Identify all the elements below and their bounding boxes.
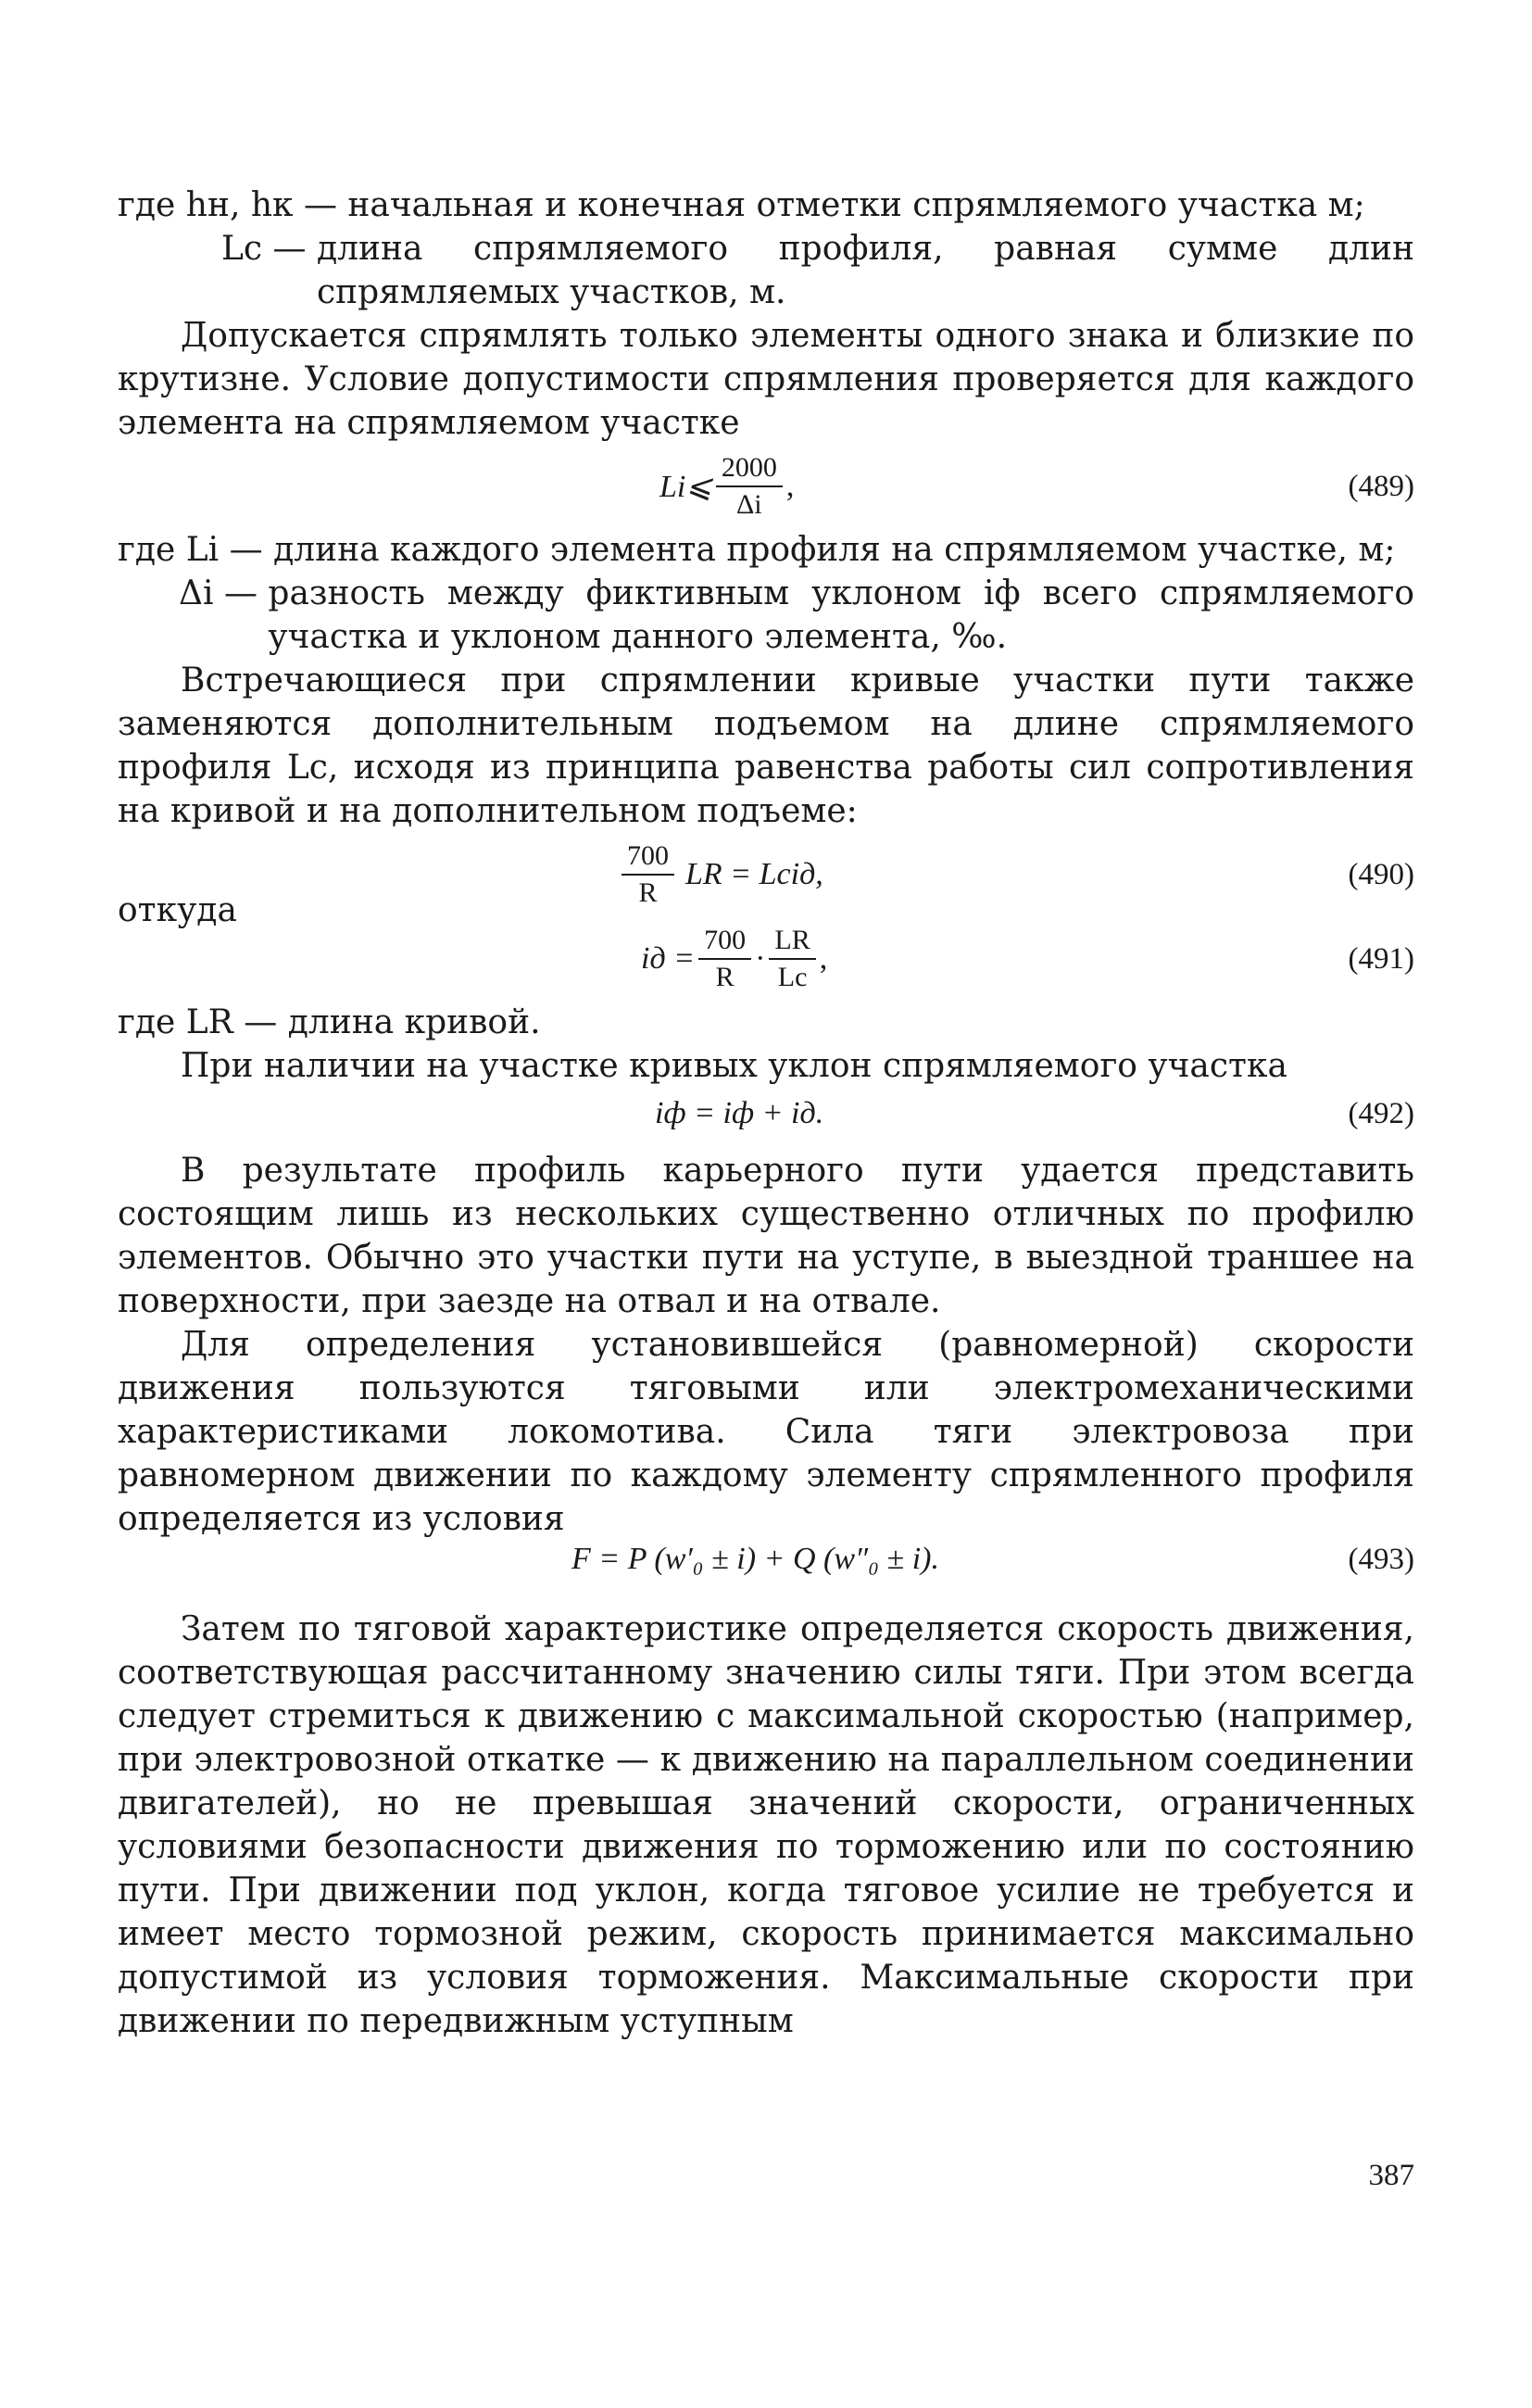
denominator: Δi	[736, 489, 762, 520]
definition-term: где hн, hк —	[118, 186, 348, 224]
definition-lc	[118, 227, 1414, 314]
equation-number: (491)	[1348, 941, 1414, 976]
paragraph-rectification-rule: Допускается спрямлять только элементы одного знака и близкие по крутизне. Условие допустимости спрямления проверяется для каждого элемента на спрямляемом участке	[118, 317, 1414, 442]
definition-term: где LR —	[118, 1003, 288, 1041]
definition-text: разность между фиктивным уклоном iф всего спрямляемого участка и уклоном данного элемента, ‰.	[268, 574, 1414, 656]
page-body	[118, 183, 1414, 2043]
equation-number: (493)	[1348, 1542, 1414, 1576]
equation-body	[641, 917, 827, 1001]
definition-term: где Li —	[118, 531, 274, 569]
equation-body	[571, 1533, 939, 1585]
eq-rest: LR = Lсiд,	[685, 857, 823, 891]
equation-body	[618, 833, 823, 916]
eq-tail: ,	[819, 941, 828, 976]
definition-li	[118, 528, 1414, 572]
paragraph-speed: Для определения установившейся (равномерной) скорости движения пользуются тяговыми или электромеханическими характеристиками локомотива. Сила тяги электровоза при равномерном движении по каждому элементу спрямленного профиля определяется из условия	[118, 1326, 1414, 1538]
definition-text: начальная и конечная отметки спрямляемого участка м;	[347, 186, 1365, 224]
definition-hn-hk	[118, 183, 1414, 227]
paragraph-curve-grade: При наличии на участке кривых уклон спрямляемого участка	[181, 1047, 1287, 1085]
numerator: 2000	[716, 450, 783, 487]
definition-text: длина кривой.	[287, 1003, 541, 1041]
equation-number: (490)	[1348, 857, 1414, 891]
numerator: LR	[769, 923, 815, 960]
equation-number: (492)	[1348, 1096, 1414, 1130]
denominator: Lс	[777, 962, 808, 992]
definition-delta-i	[118, 572, 1414, 659]
equation-492	[118, 1088, 1414, 1140]
numerator: 700	[622, 838, 674, 876]
page-number: 387	[1368, 2159, 1414, 2192]
fraction	[698, 923, 751, 995]
fraction	[622, 838, 674, 911]
definition-term: Lс —	[221, 230, 317, 268]
eq-lhs: Li⩽	[659, 470, 712, 504]
definition-text: длина каждого элемента профиля на спрямляемом участке, м;	[273, 531, 1396, 569]
fraction	[716, 450, 783, 523]
equation-body	[655, 1088, 823, 1140]
paragraph-traction: Затем по тяговой характеристике определяется скорость движения, соответствующая рассчитанному значению силы тяги. При этом всегда следует стремиться к движению с максимальной скоростью (например, при электровозной откатке — к движению на параллельном соединении двигателей), но не превышая значений скорости, ограниченных условиями безопасности движения по торможению или по состоянию пути. При движении под уклон, когда тяговое усилие не требуется и имеет место тормозной режим, скорость принимается максимально допустимой из условия торможения. Максимальные скорости при движении по передвижным уступным	[118, 1610, 1414, 2040]
eq-tail: ,	[785, 469, 795, 503]
denominator: R	[638, 877, 658, 908]
eq-expr: F = P (w′₀ ± i) + Q (w″₀ ± i).	[571, 1542, 939, 1576]
numerator: 700	[698, 923, 751, 960]
equation-493	[118, 1533, 1414, 1585]
paragraph-profile-result: В результате профиль карьерного пути удается представить состоящим лишь из нескольких существенно отличных по профилю элементов. Обычно это участки пути на уступе, в выездной траншее на поверхности, при заезде на отвал и на отвале.	[118, 1152, 1414, 1320]
fraction	[769, 923, 815, 995]
equation-489	[118, 445, 1414, 528]
eq-lhs: iд =	[641, 941, 696, 976]
denominator: R	[715, 962, 735, 992]
paragraph-curves: Встречающиеся при спрямлении кривые участки пути также заменяются дополнительным подъемом на длине спрямляемого профиля Lс, исходя из принципа равенства работы сил сопротивления на кривой и на дополнительном подъеме:	[118, 662, 1414, 830]
equation-491	[118, 917, 1414, 1001]
definition-text: длина спрямляемого профиля, равная сумме длин спрямляемых участков, м.	[316, 230, 1414, 311]
multiply-dot: ·	[755, 941, 766, 976]
eq-expr: iф = iф + iд.	[655, 1096, 824, 1130]
word-otkuda: откуда	[118, 891, 237, 929]
definition-lr	[118, 1001, 1414, 1044]
equation-490	[118, 833, 1414, 916]
equation-number: (489)	[1348, 469, 1414, 503]
definition-term: Δi —	[179, 574, 269, 612]
equation-body	[659, 445, 794, 528]
